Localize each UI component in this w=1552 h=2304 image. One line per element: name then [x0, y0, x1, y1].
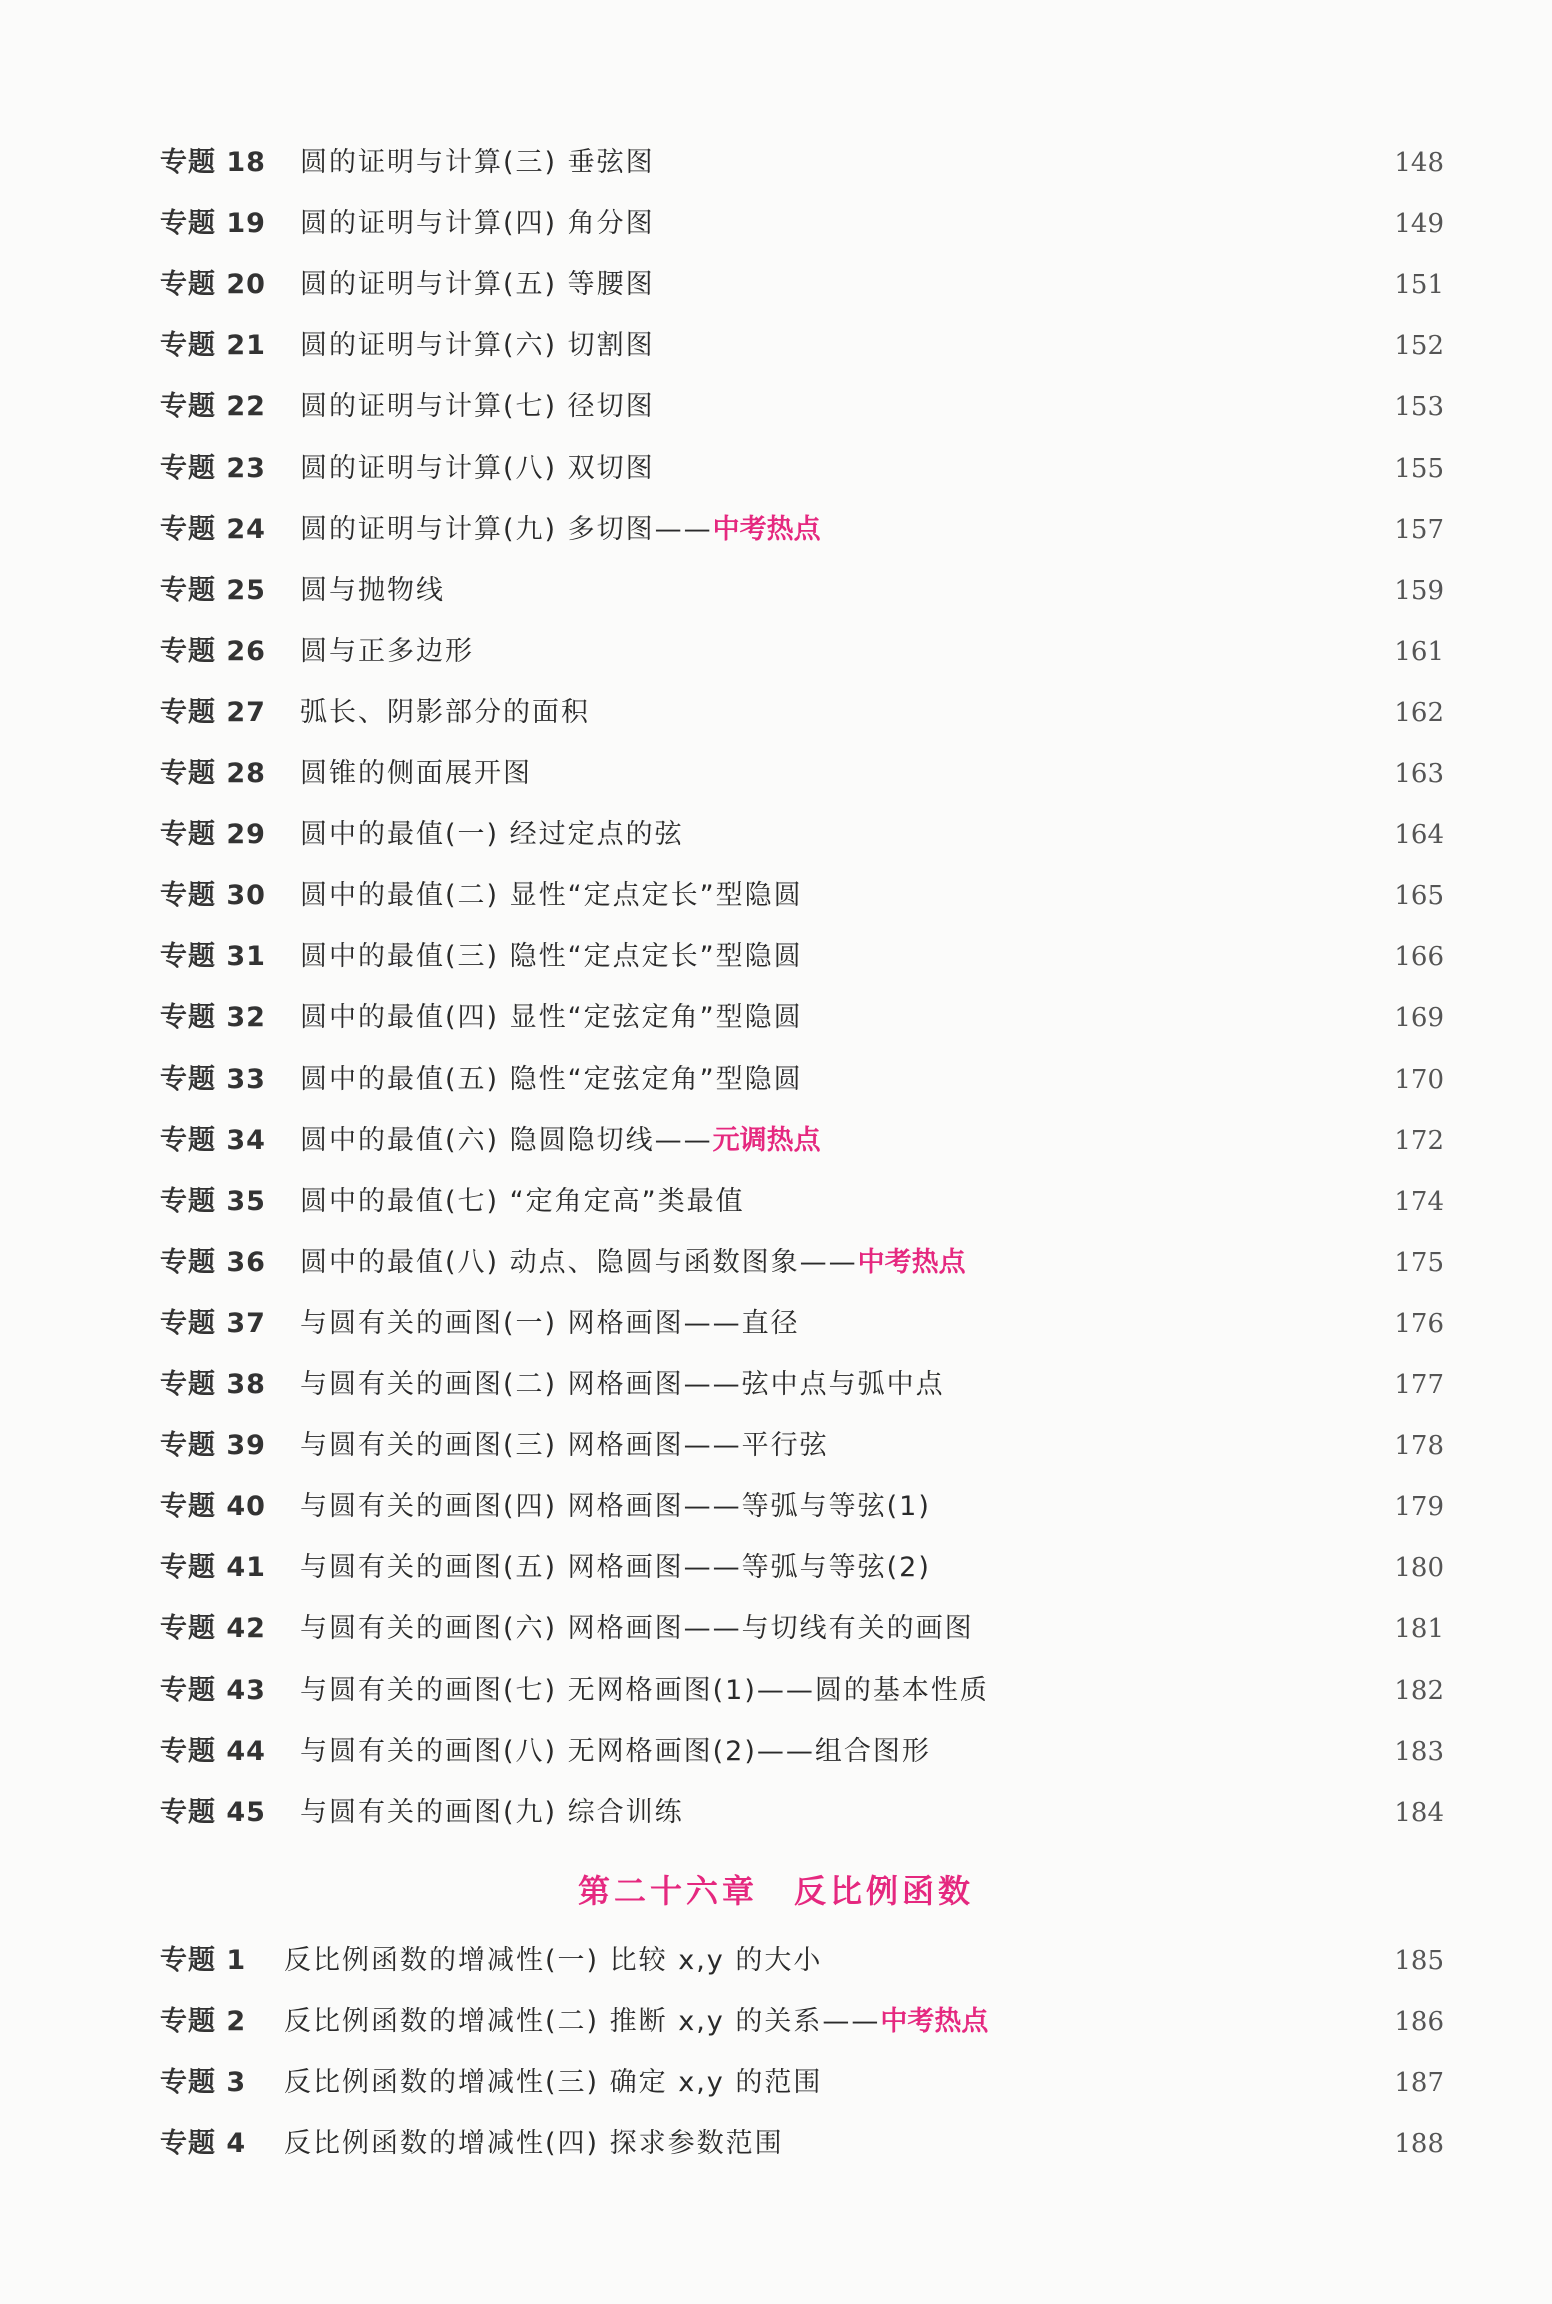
- toc-entry[interactable]: [160, 1936, 1444, 1986]
- topic-title: 弧长、阴影部分的面积: [300, 696, 590, 728]
- topic-title: 圆锥的侧面展开图: [300, 758, 532, 789]
- topic-number: 专题 37: [160, 1307, 266, 1339]
- topic-title: 反比例函数的增减性(三) 确定 x,y 的范围: [284, 2067, 823, 2098]
- toc-entry[interactable]: [160, 932, 1444, 982]
- toc-entry[interactable]: [160, 1238, 1444, 1288]
- page-number: 181: [1394, 1614, 1444, 1645]
- topic-title: 圆中的最值(一) 经过定点的弦: [300, 819, 684, 851]
- topic-title: 圆中的最值(七) “定角定高”类最值: [300, 1185, 745, 1217]
- topic-number: 专题 2: [160, 2006, 247, 2037]
- dot-leader: [819, 1055, 1374, 1105]
- toc-entry[interactable]: [160, 1604, 1444, 1654]
- chapter-heading: [0, 1866, 1552, 1912]
- topic-title: 圆的证明与计算(八) 双切图: [300, 452, 655, 484]
- topic-number: 专题 31: [160, 941, 266, 973]
- page-number: 166: [1394, 942, 1444, 973]
- topic-title: 圆的证明与计算(五) 等腰图: [300, 269, 655, 301]
- dot-leader: [700, 1788, 1374, 1838]
- topic-number: 专题 23: [160, 452, 266, 484]
- topic-number: 专题 1: [160, 1945, 247, 1976]
- topic-title: 圆的证明与计算(九) 多切图——: [300, 513, 713, 545]
- topic-number: 专题 4: [160, 2128, 247, 2159]
- toc-entry[interactable]: [160, 382, 1444, 432]
- topic-title: 圆中的最值(五) 隐性“定弦定角”型隐圆: [300, 1063, 803, 1095]
- toc-entry[interactable]: [160, 688, 1444, 738]
- topic-title: 反比例函数的增减性(二) 推断 x,y 的关系——: [284, 2006, 881, 2037]
- topic-number: 专题 34: [160, 1124, 266, 1156]
- topic-number: 专题 40: [160, 1491, 266, 1523]
- dot-leader: [947, 1727, 1374, 1777]
- topic-title: 与圆有关的画图(一) 网格画图——直径: [300, 1307, 800, 1339]
- dot-leader: [819, 871, 1374, 921]
- topic-number: 专题 42: [160, 1613, 266, 1645]
- toc-entry[interactable]: [160, 1299, 1444, 1349]
- page-number: 161: [1394, 636, 1444, 667]
- toc-entry[interactable]: [160, 993, 1444, 1043]
- page-number: 187: [1394, 2068, 1444, 2098]
- page-number: 182: [1394, 1675, 1444, 1706]
- chapter-name: 反比例函数: [794, 1872, 975, 1910]
- toc-entry[interactable]: [160, 2119, 1444, 2169]
- dot-leader: [761, 1177, 1374, 1227]
- topic-number: 专题 39: [160, 1430, 266, 1462]
- topic-number: 专题 32: [160, 1002, 266, 1034]
- hot-topic-tag: 中考热点: [880, 2006, 989, 2037]
- page-number: 180: [1394, 1553, 1444, 1584]
- page-number: 152: [1394, 331, 1444, 362]
- toc-entry[interactable]: [160, 1055, 1444, 1105]
- topic-title: 反比例函数的增减性(一) 比较 x,y 的大小: [284, 1945, 823, 1976]
- dot-leader: [700, 810, 1374, 860]
- topic-number: 专题 21: [160, 330, 266, 362]
- toc-entry[interactable]: [160, 1482, 1444, 1532]
- dot-leader: [606, 688, 1374, 738]
- topic-title: 与圆有关的画图(七) 无网格画图(1)——圆的基本性质: [300, 1674, 989, 1706]
- toc-entry[interactable]: [160, 627, 1444, 677]
- toc-entry[interactable]: [160, 2058, 1444, 2108]
- toc-entry[interactable]: [160, 810, 1444, 860]
- dot-leader: [1004, 1997, 1374, 2047]
- topic-number: 专题 30: [160, 880, 266, 912]
- toc-entry[interactable]: [160, 505, 1444, 555]
- topic-number: 专题 3: [160, 2067, 247, 2098]
- dot-leader: [548, 749, 1374, 799]
- dot-leader: [982, 1238, 1374, 1288]
- topic-title: 圆的证明与计算(三) 垂弦图: [300, 147, 655, 178]
- dot-leader: [838, 2058, 1374, 2108]
- topic-title: 圆中的最值(八) 动点、隐圆与函数图象——: [300, 1246, 858, 1278]
- hot-topic-tag: 元调热点: [712, 1124, 821, 1156]
- page-number: 172: [1394, 1125, 1444, 1156]
- topic-number: 专题 27: [160, 696, 266, 728]
- page-number: 183: [1394, 1736, 1444, 1767]
- topic-number: 专题 24: [160, 513, 266, 545]
- page-number: 165: [1394, 881, 1444, 912]
- hot-topic-tag: 中考热点: [857, 1246, 966, 1278]
- toc-entry[interactable]: [160, 1177, 1444, 1227]
- page-number: 177: [1394, 1370, 1444, 1400]
- page-number: 185: [1394, 1946, 1444, 1976]
- page-number: 151: [1394, 270, 1444, 301]
- dot-leader: [1005, 1666, 1374, 1716]
- topic-title: 圆与正多边形: [300, 635, 474, 667]
- dot-leader: [961, 1360, 1374, 1410]
- topic-title: 与圆有关的画图(五) 网格画图——等弧与等弦(2): [300, 1552, 931, 1584]
- topic-number: 专题 41: [160, 1552, 266, 1584]
- topic-title: 反比例函数的增减性(四) 探求参数范围: [284, 2128, 784, 2159]
- toc-entry[interactable]: [160, 749, 1444, 799]
- topic-title: 圆的证明与计算(六) 切割图: [300, 330, 655, 362]
- dot-leader: [461, 566, 1374, 616]
- toc-entry[interactable]: [160, 199, 1444, 249]
- dot-leader: [816, 1299, 1374, 1349]
- dot-leader: [800, 2119, 1374, 2169]
- topic-title: 与圆有关的画图(二) 网格画图——弦中点与弧中点: [300, 1369, 945, 1400]
- topic-number: 专题 36: [160, 1246, 266, 1278]
- page-number: 153: [1394, 392, 1444, 423]
- topic-title: 与圆有关的画图(九) 综合训练: [300, 1796, 684, 1828]
- page-number: 149: [1394, 209, 1444, 240]
- topic-number: 专题 38: [160, 1369, 266, 1400]
- page-number: 162: [1394, 697, 1444, 728]
- topic-number: 专题 33: [160, 1063, 266, 1095]
- page-number: 186: [1394, 2007, 1444, 2037]
- topic-number: 专题 18: [160, 147, 266, 178]
- toc-entry[interactable]: [160, 321, 1444, 371]
- toc-entry[interactable]: [160, 871, 1444, 921]
- toc-entry[interactable]: [160, 1788, 1444, 1838]
- page-number: 184: [1394, 1797, 1444, 1828]
- toc-entry[interactable]: [160, 1116, 1444, 1166]
- topic-number: 专题 20: [160, 269, 266, 301]
- dot-leader: [671, 321, 1374, 371]
- page-number: 178: [1394, 1431, 1444, 1462]
- hot-topic-tag: 中考热点: [712, 513, 821, 545]
- dot-leader: [819, 932, 1374, 982]
- topic-title: 与圆有关的画图(四) 网格画图——等弧与等弦(1): [300, 1491, 931, 1523]
- dot-leader: [671, 382, 1374, 432]
- topic-title: 圆中的最值(六) 隐圆隐切线——: [300, 1124, 713, 1156]
- dot-leader: [845, 1421, 1374, 1471]
- page-number: 163: [1394, 759, 1444, 789]
- topic-title: 圆的证明与计算(七) 径切图: [300, 391, 655, 423]
- dot-leader: [671, 138, 1374, 188]
- topic-number: 专题 35: [160, 1185, 266, 1217]
- dot-leader: [490, 627, 1374, 677]
- dot-leader: [819, 993, 1374, 1043]
- toc-entry[interactable]: [160, 138, 1444, 188]
- page-number: 169: [1394, 1003, 1444, 1034]
- page-number: 164: [1394, 820, 1444, 851]
- page-number: 176: [1394, 1308, 1444, 1339]
- topic-number: 专题 45: [160, 1796, 266, 1828]
- topic-number: 专题 25: [160, 574, 266, 606]
- topic-number: 专题 26: [160, 635, 266, 667]
- topic-number: 专题 44: [160, 1735, 266, 1767]
- dot-leader: [947, 1543, 1374, 1593]
- topic-title: 与圆有关的画图(八) 无网格画图(2)——组合图形: [300, 1735, 931, 1767]
- toc-entry[interactable]: [160, 1727, 1444, 1777]
- page-number: 175: [1394, 1247, 1444, 1278]
- toc-entry[interactable]: [160, 1997, 1444, 2047]
- dot-leader: [671, 260, 1374, 310]
- topic-number: 专题 43: [160, 1674, 266, 1706]
- dot-leader: [838, 1936, 1374, 1986]
- page-number: 157: [1394, 514, 1444, 545]
- topic-title: 圆中的最值(三) 隐性“定点定长”型隐圆: [300, 941, 803, 973]
- toc-entry[interactable]: [160, 566, 1444, 616]
- toc-entry[interactable]: [160, 1421, 1444, 1471]
- page-number: 170: [1394, 1064, 1444, 1095]
- topic-number: 专题 28: [160, 758, 266, 789]
- toc-entry[interactable]: [160, 444, 1444, 494]
- topic-number: 专题 19: [160, 208, 266, 240]
- topic-title: 圆中的最值(二) 显性“定点定长”型隐圆: [300, 880, 803, 912]
- topic-title: 与圆有关的画图(三) 网格画图——平行弦: [300, 1430, 829, 1462]
- topic-title: 与圆有关的画图(六) 网格画图——与切线有关的画图: [300, 1613, 974, 1645]
- page-number: 179: [1394, 1492, 1444, 1523]
- dot-leader: [990, 1604, 1374, 1654]
- dot-leader: [671, 199, 1374, 249]
- toc-entry[interactable]: [160, 260, 1444, 310]
- page-number: 155: [1394, 453, 1444, 484]
- chapter-number: 第二十六章: [577, 1872, 758, 1910]
- topic-number: 专题 22: [160, 391, 266, 423]
- topic-title: 圆与抛物线: [300, 574, 445, 606]
- dot-leader: [837, 505, 1374, 555]
- toc-entry[interactable]: [160, 1666, 1444, 1716]
- topic-title: 圆中的最值(四) 显性“定弦定角”型隐圆: [300, 1002, 803, 1034]
- page-number: 148: [1394, 148, 1444, 178]
- dot-leader: [837, 1116, 1374, 1166]
- toc-entry[interactable]: [160, 1360, 1444, 1410]
- dot-leader: [671, 444, 1374, 494]
- toc-entry[interactable]: [160, 1543, 1444, 1593]
- page-number: 188: [1394, 2129, 1444, 2159]
- topic-number: 专题 29: [160, 819, 266, 851]
- dot-leader: [947, 1482, 1374, 1532]
- topic-title: 圆的证明与计算(四) 角分图: [300, 208, 655, 240]
- page-number: 159: [1394, 575, 1444, 606]
- page-number: 174: [1394, 1186, 1444, 1217]
